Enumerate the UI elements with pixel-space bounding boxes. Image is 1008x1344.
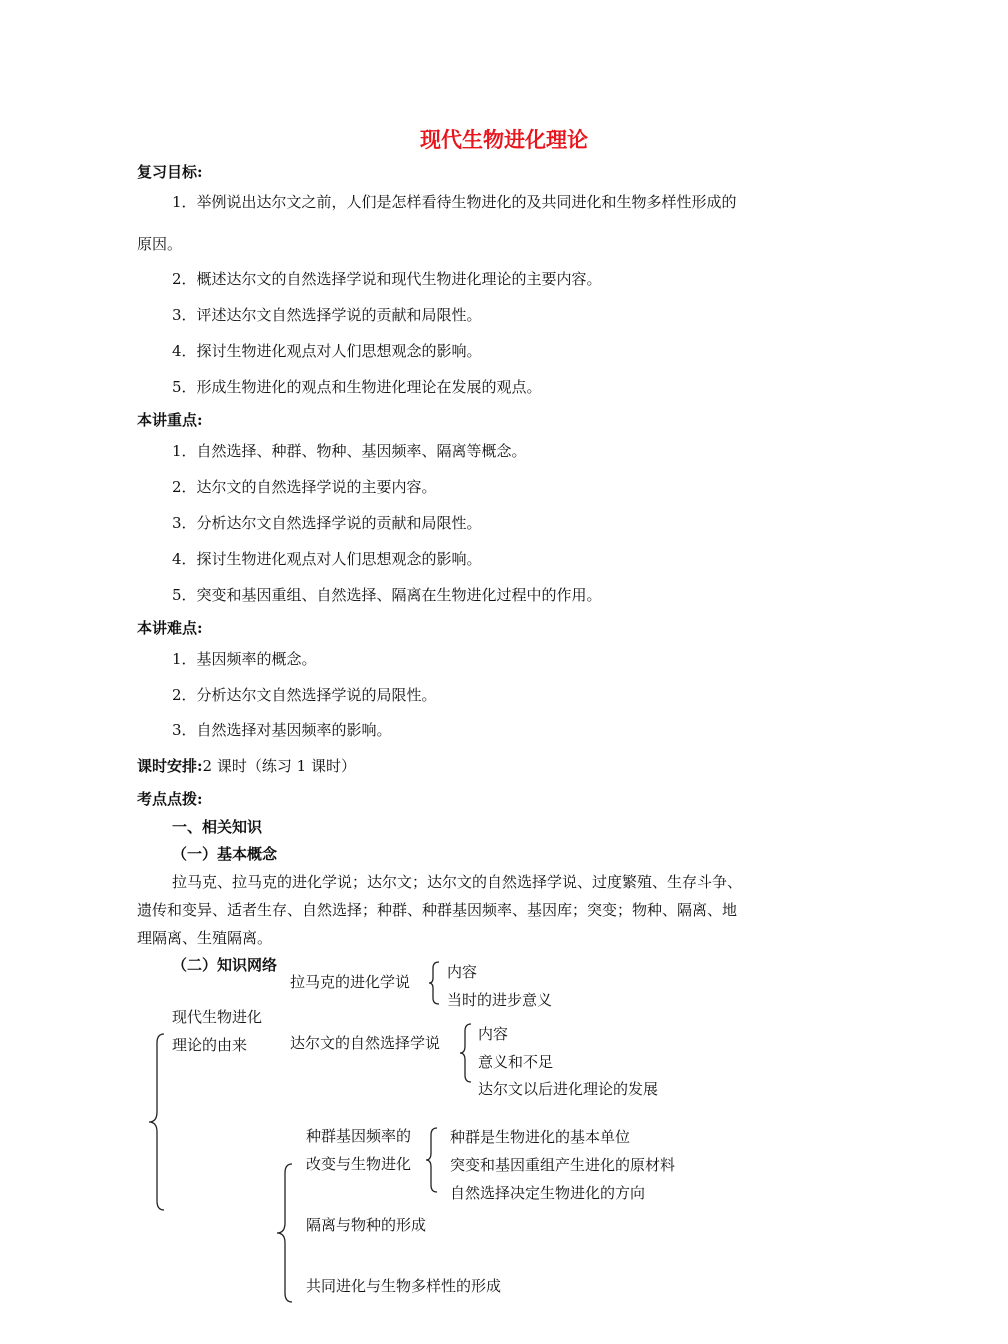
section-related-knowledge: 一、相关知识 <box>172 818 263 836</box>
review-goal-1: 1．举例说出达尔文之前，人们是怎样看待生物进化的及共同进化和生物多样性形成的 <box>172 193 737 211</box>
schedule-value: 2 课时（练习 1 课时） <box>202 757 356 775</box>
gene-frequency-item-2: 突变和基因重组产生进化的原材料 <box>450 1156 676 1174</box>
gene-frequency-brace <box>425 1127 439 1193</box>
modern-theory-brace <box>276 1163 294 1303</box>
review-goal-1-cont: 原因。 <box>137 235 183 253</box>
key-point-2: 2．达尔文的自然选择学说的主要内容。 <box>172 478 437 496</box>
origin-label-line-1: 现代生物进化 <box>172 1008 263 1026</box>
page-title: 现代生物进化理论 <box>420 127 588 152</box>
gene-frequency-label-line-2: 改变与生物进化 <box>306 1155 412 1173</box>
isolation-speciation: 隔离与物种的形成 <box>306 1216 427 1234</box>
review-goal-2: 2．概述达尔文的自然选择学说和现代生物进化理论的主要内容。 <box>172 270 602 288</box>
darwin-item-content: 内容 <box>478 1025 509 1043</box>
difficulty-3: 3．自然选择对基因频率的影响。 <box>172 721 392 739</box>
basic-concepts-line-2: 遗传和变异、适者生存、自然选择；种群、种群基因频率、基因库；突变；物种、隔离、地 <box>137 901 738 919</box>
darwin-brace <box>459 1023 473 1083</box>
tips-heading: 考点点拨: <box>137 790 203 808</box>
gene-frequency-label-line-1: 种群基因频率的 <box>306 1127 412 1145</box>
lamarck-item-significance: 当时的进步意义 <box>447 991 553 1009</box>
lamarck-theory: 拉马克的进化学说 <box>290 973 411 991</box>
basic-concepts-line-1: 拉马克、拉马克的进化学说；达尔文；达尔文的自然选择学说、过度繁殖、生存斗争、 <box>172 873 743 891</box>
key-point-1: 1．自然选择、种群、物种、基因频率、隔离等概念。 <box>172 442 527 460</box>
key-point-4: 4．探讨生物进化观点对人们思想观念的影响。 <box>172 550 482 568</box>
darwin-theory: 达尔文的自然选择学说 <box>290 1034 441 1052</box>
origin-label-line-2: 理论的由来 <box>172 1036 248 1054</box>
coevolution-diversity: 共同进化与生物多样性的形成 <box>306 1277 502 1295</box>
lamarck-item-content: 内容 <box>447 963 478 981</box>
lamarck-brace <box>428 961 442 1005</box>
review-goals-heading: 复习目标: <box>137 163 203 181</box>
darwin-item-development-clip <box>478 1072 738 1098</box>
difficulties-heading: 本讲难点: <box>137 619 203 637</box>
key-point-5: 5．突变和基因重组、自然选择、隔离在生物进化过程中的作用。 <box>172 586 602 604</box>
gene-frequency-item-1: 种群是生物进化的基本单位 <box>450 1128 631 1146</box>
difficulty-1: 1．基因频率的概念。 <box>172 650 317 668</box>
key-point-3: 3．分析达尔文自然选择学说的贡献和局限性。 <box>172 514 482 532</box>
key-points-heading: 本讲重点: <box>137 411 203 429</box>
review-goal-4: 4．探讨生物进化观点对人们思想观念的影响。 <box>172 342 482 360</box>
darwin-item-significance: 意义和不足 <box>478 1053 554 1071</box>
basic-concepts-heading: （一）基本概念 <box>172 845 278 863</box>
schedule-row <box>137 755 356 776</box>
network-heading: （二）知识网络 <box>172 956 278 974</box>
gene-frequency-item-3: 自然选择决定生物进化的方向 <box>450 1184 646 1202</box>
review-goal-3: 3．评述达尔文自然选择学说的贡献和局限性。 <box>172 306 482 324</box>
origin-brace <box>148 1033 166 1211</box>
review-goal-5: 5．形成生物进化的观点和生物进化理论在发展的观点。 <box>172 378 542 396</box>
darwin-item-development: 达尔文以后进化理论的发展 <box>478 1080 659 1098</box>
difficulty-2: 2．分析达尔文自然选择学说的局限性。 <box>172 686 437 704</box>
basic-concepts-line-3: 理隔离、生殖隔离。 <box>137 929 273 947</box>
schedule-label: 课时安排: <box>137 757 203 775</box>
